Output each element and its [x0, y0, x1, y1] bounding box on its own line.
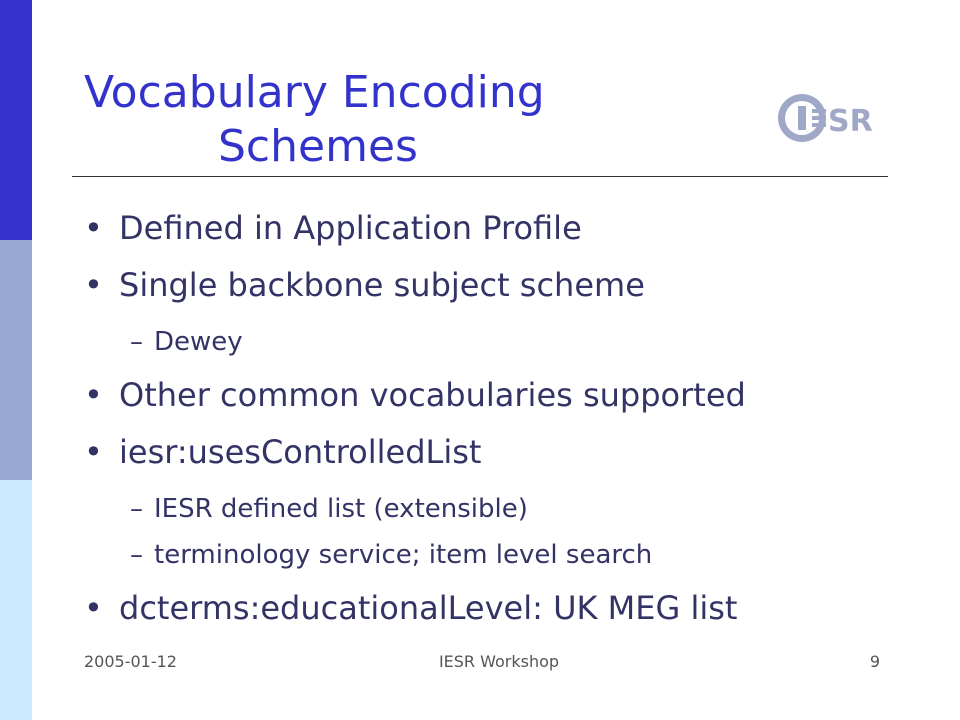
- bullet-item: [84, 588, 904, 628]
- sidebar-accent-middle: [0, 240, 32, 480]
- logo-letters: SR: [828, 104, 873, 139]
- iesr-logo: [776, 90, 888, 146]
- sub-bullet-item: [84, 539, 904, 571]
- bullet-marker: •: [84, 266, 103, 304]
- bullet-list: [84, 200, 904, 628]
- bullet-item: [84, 432, 904, 472]
- slide-title: [84, 66, 704, 174]
- page-number: 9: [869, 652, 880, 671]
- bullet-marker: •: [84, 433, 103, 471]
- bullet-text: Single backbone subject scheme: [119, 266, 645, 304]
- bullet-marker: •: [84, 209, 103, 247]
- title-divider: [72, 176, 888, 177]
- sub-bullet-text: Dewey: [154, 327, 243, 357]
- sub-bullet-text: IESR defined list (extensible): [154, 494, 528, 524]
- sub-bullet-marker: –: [130, 540, 143, 570]
- sub-bullet-item: [84, 326, 904, 358]
- bullet-text: iesr:usesControlledList: [119, 433, 482, 471]
- bullet-text: dcterms:educationalLevel: UK MEG list: [119, 589, 738, 627]
- sidebar-accent-top: [0, 0, 32, 240]
- sidebar-accent-bottom: [0, 480, 32, 720]
- bullet-marker: •: [84, 589, 103, 627]
- bullet-item: [84, 265, 904, 305]
- sub-bullet-marker: –: [130, 494, 143, 524]
- slide-title-line-2: Schemes: [218, 121, 418, 172]
- bullet-text: Other common vocabularies supported: [119, 376, 746, 414]
- bullet-item: [84, 375, 904, 415]
- sub-bullet-item: [84, 493, 904, 525]
- slide-title-line-1: Vocabulary Encoding: [84, 67, 545, 118]
- bullet-text: Defined in Application Profile: [119, 209, 582, 247]
- sub-bullet-text: terminology service; item level search: [154, 540, 653, 570]
- bullet-marker: •: [84, 376, 103, 414]
- footer-title: IESR Workshop: [438, 652, 560, 671]
- sub-bullet-marker: –: [130, 327, 143, 357]
- footer-date: 2005-01-12: [84, 652, 177, 671]
- bullet-item: [84, 208, 904, 248]
